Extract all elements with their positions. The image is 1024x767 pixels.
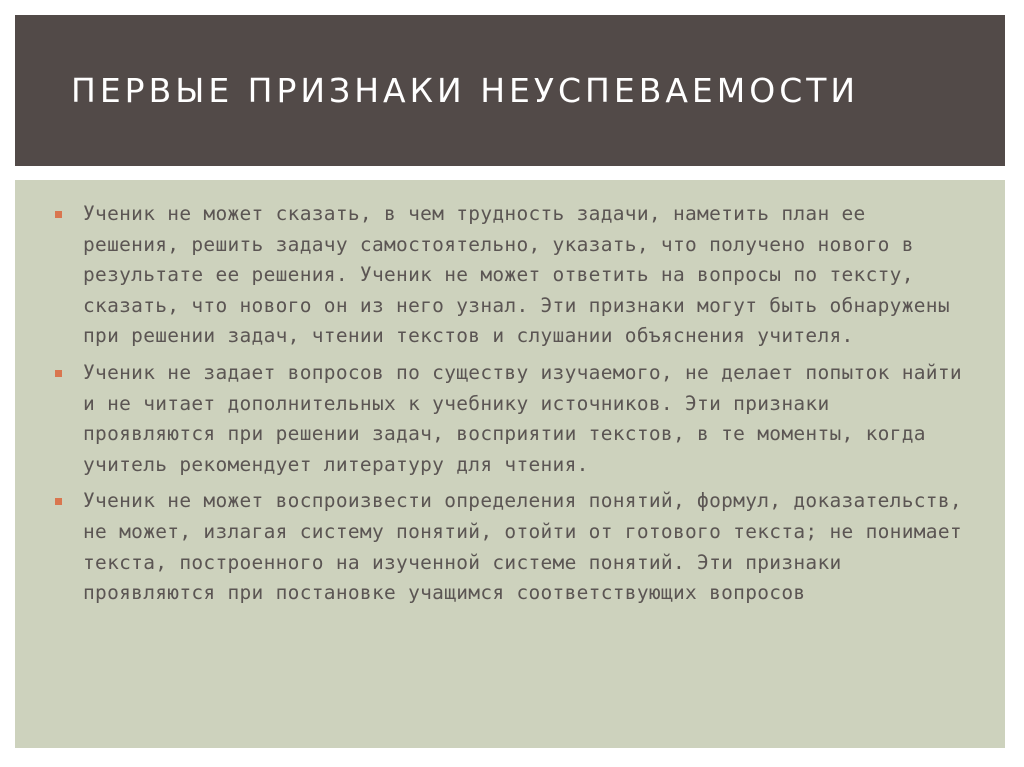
title-bar xyxy=(15,15,1005,166)
content-panel xyxy=(15,180,1005,748)
bullet-square-icon xyxy=(55,211,62,218)
bullet-square-icon xyxy=(55,370,62,377)
bullet-item xyxy=(55,358,965,480)
bullet-square-icon xyxy=(55,498,62,505)
bullet-item xyxy=(55,199,965,352)
bullet-list xyxy=(55,199,965,609)
bullet-text: Ученик не может воспроизвести определения понятий, формул, доказательств, не может, излагая систему понятий, отойти от готового текста; не понимает текста, построенного на изученной системе понятий. Эти признаки проявляются при постановке учащимся соответствующих вопросов xyxy=(83,489,962,605)
bullet-text: Ученик не может сказать, в чем трудность задачи, наметить план ее решения, решить задачу самостоятельно, указать, что получено нового в результате ее решения. Ученик не может ответить на вопросы по тексту, сказать, что нового он из него узнал. Эти признаки могут быть обнаружены при решении задач, чтении текстов и слушании объяснения учителя. xyxy=(83,202,950,348)
slide-title: ПЕРВЫЕ ПРИЗНАКИ НЕУСПЕВАЕМОСТИ xyxy=(71,71,860,110)
bullet-item xyxy=(55,486,965,608)
bullet-text: Ученик не задает вопросов по существу изучаемого, не делает попыток найти и не читает дополнительных к учебнику источников. Эти признаки проявляются при решении задач, восприятии текстов, в те моменты, когда учитель рекомендует литературу для чтения. xyxy=(83,360,962,476)
